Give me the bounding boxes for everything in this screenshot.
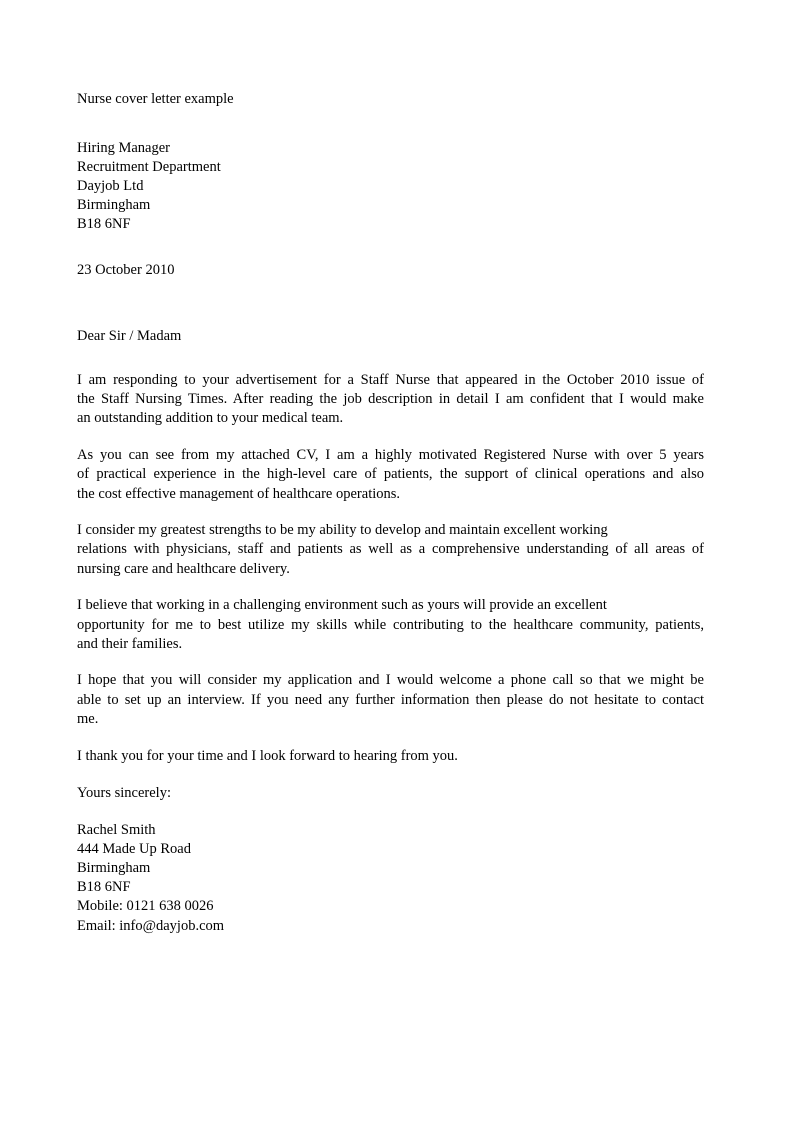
recipient-address-block <box>77 139 704 234</box>
body-paragraph <box>77 596 704 654</box>
signature-email: Email: info@dayjob.com <box>77 917 225 934</box>
paragraph-line: me. <box>77 710 99 727</box>
signature-line: B18 6NF <box>77 879 131 896</box>
body-paragraph <box>77 446 704 504</box>
paragraph-line: of practical experience in the high-level care of patients, the support of clinical operations and also <box>77 466 704 483</box>
paragraph-line: an outstanding addition to your medical team. <box>77 410 344 427</box>
signature-phone: Mobile: 0121 638 0026 <box>77 898 214 915</box>
signature-line: Birmingham <box>77 859 151 876</box>
paragraph-line: the Staff Nursing Times. After reading the job description in detail I am confident that I would make <box>77 391 704 408</box>
document-title: Nurse cover letter example <box>77 91 234 107</box>
paragraph-line: I hope that you will consider my application and I would welcome a phone call so that we might be <box>77 672 704 689</box>
signature-block <box>77 821 704 936</box>
letter-body <box>77 90 704 936</box>
body-paragraph <box>77 371 704 429</box>
body-paragraph <box>77 521 704 579</box>
signature-line: 444 Made Up Road <box>77 840 191 857</box>
letter-date: 23 October 2010 <box>77 262 175 278</box>
paragraph-line: relations with physicians, staff and patients as well as a comprehensive understanding of all areas of <box>77 541 704 558</box>
closing-thanks: I thank you for your time and I look forward to hearing from you. <box>77 747 458 764</box>
closing-sincerely: Yours sincerely: <box>77 784 171 801</box>
recipient-line: Birmingham <box>77 197 151 213</box>
paragraph-line: I consider my greatest strengths to be my ability to develop and maintain excellent working <box>77 522 608 539</box>
paragraph-line: As you can see from my attached CV, I am a highly motivated Registered Nurse with over 5 years <box>77 447 704 464</box>
recipient-line: Hiring Manager <box>77 140 171 156</box>
recipient-line: Dayjob Ltd <box>77 178 144 194</box>
recipient-line: B18 6NF <box>77 216 131 232</box>
salutation: Dear Sir / Madam <box>77 328 182 344</box>
paragraph-line: opportunity for me to best utilize my skills while contributing to the healthcare community, patients, <box>77 616 704 633</box>
paragraph-line: I believe that working in a challenging environment such as yours will provide an excellent <box>77 597 607 614</box>
paragraph-line: I am responding to your advertisement for a Staff Nurse that appeared in the October 2010 issue of <box>77 372 704 388</box>
body-paragraph <box>77 671 704 729</box>
paragraph-line: nursing care and healthcare delivery. <box>77 560 290 577</box>
paragraph-line: able to set up an interview. If you need any further information then please do not hesitate to contact <box>77 691 704 708</box>
paragraph-line: the cost effective management of healthcare operations. <box>77 485 401 502</box>
signature-line: Rachel Smith <box>77 821 156 838</box>
paragraph-line: and their families. <box>77 635 183 652</box>
recipient-line: Recruitment Department <box>77 159 221 175</box>
